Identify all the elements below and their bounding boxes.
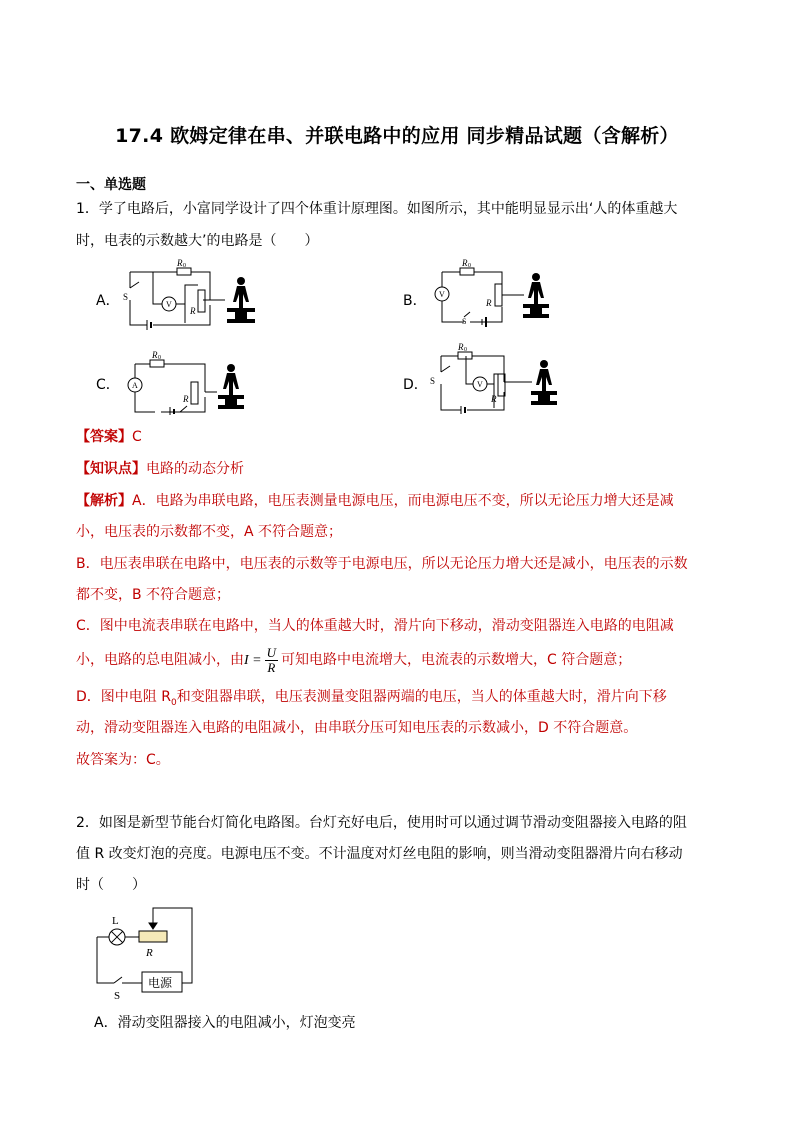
- q2-stem-line3: 时（ ）: [76, 877, 146, 893]
- svg-text:R: R: [190, 306, 196, 316]
- svg-text:R: R: [486, 298, 492, 308]
- q2-stem-line2: 值 R 改变灯泡的亮度。电源电压不变。不计温度对灯丝电阻的影响，则当滑动变阻器滑片向右移动: [76, 846, 683, 862]
- q2-option-a: A．滑动变阻器接入的电阻减小，灯泡变亮: [94, 1015, 356, 1031]
- q1-analysis-b1: B．电压表串联在电路中，电压表的示数等于电源电压，所以无论压力增大还是减小，电压表的示数: [76, 556, 688, 572]
- svg-text:L: L: [112, 915, 119, 927]
- svg-text:V: V: [477, 380, 483, 389]
- circuit-figure-b: [432, 258, 572, 327]
- power-source-label: 电源: [148, 976, 173, 990]
- q1-option-d-label: D．: [403, 377, 428, 393]
- section-heading: 一、单选题: [76, 177, 146, 193]
- circuit-figure-a: [125, 260, 265, 330]
- svg-text:0: 0: [183, 263, 186, 269]
- svg-text:R: R: [183, 394, 189, 404]
- q2-stem-line1: 2．如图是新型节能台灯简化电路图。台灯充好电后，使用时可以通过调节滑动变阻器接入电路的阻: [76, 815, 687, 831]
- svg-text:R: R: [152, 350, 158, 360]
- svg-text:V: V: [439, 290, 445, 299]
- svg-text:R: R: [491, 394, 497, 404]
- formula-lhs: I =: [244, 653, 262, 668]
- svg-text:A: A: [132, 381, 138, 390]
- svg-text:S: S: [430, 376, 436, 386]
- q1-stem-line1: 1．学了电路后，小富同学设计了四个体重计原理图。如图所示，其中能明显显示出‘人的体重越大: [76, 201, 678, 217]
- svg-text:V: V: [166, 300, 172, 309]
- q1-option-c-label: C．: [96, 377, 120, 393]
- page-title: 17.4 欧姆定律在串、并联电路中的应用 同步精品试题（含解析）: [115, 125, 679, 147]
- svg-text:S: S: [123, 292, 129, 302]
- lamp-circuit-figure: [92, 905, 202, 1000]
- svg-text:0: 0: [464, 347, 467, 353]
- q1-analysis-b2: 都不变，B 不符合题意；: [76, 587, 231, 603]
- circuit-figure-d: [430, 342, 576, 416]
- svg-text:R: R: [462, 258, 468, 268]
- q1-answer: 【答案】C: [76, 429, 142, 445]
- q1-knowledge-point: 【知识点】电路的动态分析: [76, 461, 244, 477]
- q1-analysis-d1: D．图中电阻 $R_0$和变阻器串联，电压表测量变阻器两端的电压，当人的体重越大时，滑片向下移: [76, 689, 667, 708]
- q1-analysis-a2: 小，电压表的示数都不变，A 不符合题意；: [76, 524, 343, 540]
- q1-analysis-d2: 动，滑动变阻器连入电路的电阻减小，由串联分压可知电压表的示数减小，D 不符合题意。: [76, 720, 638, 736]
- q1-analysis-c1: C．图中电流表串联在电路中，当人的体重越大时，滑片向下移动，滑动变阻器连入电路的电阻减: [76, 618, 674, 634]
- q1-analysis-a1: 【解析】A．电路为串联电路，电压表测量电源电压，而电源电压不变，所以无论压力增大还是减: [76, 493, 674, 509]
- svg-text:0: 0: [468, 263, 471, 269]
- q1-option-b-label: B．: [403, 293, 427, 309]
- svg-text:R: R: [146, 947, 153, 959]
- svg-text:S: S: [462, 317, 467, 326]
- q1-stem-line2: 时，电表的示数越大’的电路是（ ）: [76, 233, 319, 249]
- formula-fraction: $\frac{U}{R}$: [266, 644, 276, 675]
- q1-option-a-label: A．: [96, 293, 120, 309]
- svg-text:R: R: [458, 342, 464, 352]
- q1-analysis-c2: 小，电路的总电阻减小，由I = $\frac{U}{R}$ 可知电路中电流增大，电流表的示数增大，C 符合题意；: [76, 644, 632, 675]
- svg-text:0: 0: [158, 355, 161, 361]
- q1-conclusion: 故答案为：C。: [76, 752, 170, 768]
- svg-text:S: S: [114, 990, 121, 1002]
- label-r0: R: [177, 258, 183, 268]
- circuit-figure-c: [125, 352, 265, 417]
